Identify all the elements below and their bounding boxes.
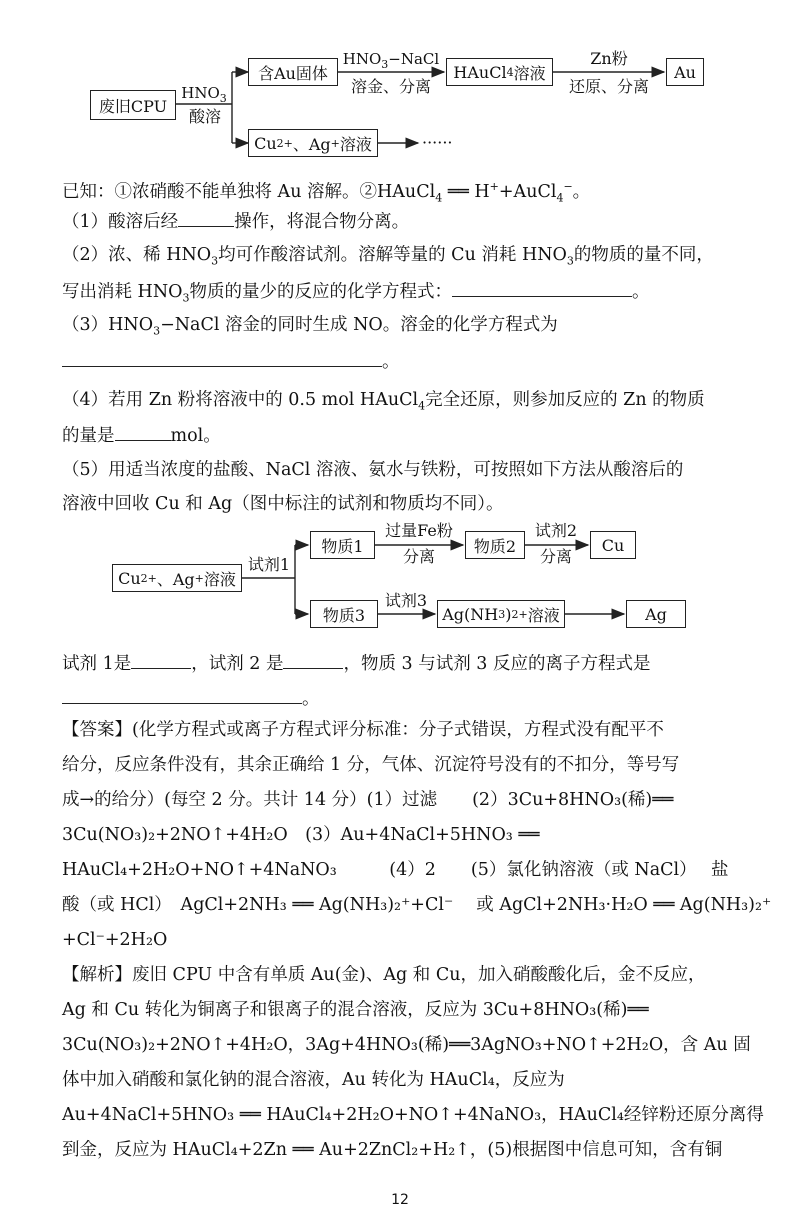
q2-sub-b: 3	[566, 254, 574, 268]
flow1-cu-text: Cu	[254, 133, 277, 153]
flow1-step-top-text: HNO	[342, 50, 382, 68]
q3-text-b: −NaCl 溶金的同时生成 NO。溶金的化学方程式为	[160, 315, 558, 335]
flow2-ag-box	[626, 600, 686, 628]
q5b-text-c: ，物质 3 与试剂 3 反应的离子方程式是	[343, 654, 651, 674]
flow2-sub3-label: 物质3	[322, 605, 366, 625]
flow2-cu-label: Cu	[601, 535, 625, 555]
q5b-text-a: 试剂 1是	[62, 654, 132, 674]
flow1-cu-ag-box	[248, 129, 378, 157]
known-eq: ══ H	[442, 181, 490, 202]
flow2-ag-text: 、Ag	[156, 569, 195, 589]
flow1-zn-bottom-text: 还原、分离	[568, 77, 649, 96]
q4-text-b: 完全还原，则参加反应的 Zn 的物质	[425, 390, 705, 410]
question-3-line2	[62, 348, 400, 374]
flow2-sub1-box	[310, 531, 375, 559]
answer-line-4: 3Cu(NO₃)₂+2NO↑+4H₂O (3）Au+4NaCl+5HNO₃ ══	[62, 825, 540, 845]
flow2-reagent1: 试剂1	[247, 555, 291, 574]
question-4-line1	[62, 388, 705, 419]
known-line	[62, 175, 590, 210]
flow1-au-solid-label: 含Au固体	[258, 63, 328, 83]
flow2-agnh-pre: Ag(NH	[442, 604, 499, 624]
flow2-agnh-sup: +	[518, 607, 528, 621]
question-4-line2	[62, 422, 221, 448]
answer-line-6: 酸（或 HCl） AgCl+2NH₃ ══ Ag(NH₃)₂⁺+Cl⁻ 或 AgCl+2NH₃·H₂O ══ Ag(NH₃)₂⁺	[62, 895, 772, 915]
q5b-blank-1[interactable]	[131, 650, 191, 669]
analysis-line-6: 到金，反应为 HAuCl₄+2Zn ══ Au+2ZnCl₂+H₂↑，(5)根据图中信息可知，含有铜	[62, 1140, 723, 1160]
flow1-au-box	[666, 58, 704, 86]
q1-blank[interactable]	[178, 208, 234, 227]
flow1-cu-ag-post: 溶液	[339, 134, 372, 154]
q5b-blank-3[interactable]	[62, 685, 302, 704]
flow2-ag-label: Ag	[645, 604, 667, 624]
flow2-post: 溶液	[203, 569, 236, 589]
flow2-agnh-post: 溶液	[527, 605, 560, 625]
flow1-haucl4-box	[446, 58, 553, 86]
q2-text-f: 。	[631, 282, 650, 302]
q2-text-e: 物质的量少的反应的化学方程式：	[189, 282, 452, 302]
flow1-ag-text: 、Ag	[292, 134, 331, 154]
q3-sub: 3	[153, 324, 161, 338]
flow1-step-bottom	[340, 78, 442, 96]
q5b-end: 。	[302, 689, 320, 709]
question-2-line1	[62, 243, 714, 274]
q1-text-b: 操作，将混合物分离。	[234, 212, 410, 232]
question-5-line1: （5）用适当浓度的盐酸、NaCl 溶液、氨水与铁粉，可按照如下方法从酸溶后的	[62, 460, 684, 480]
known-sub1: 4	[435, 191, 443, 205]
flow1-cpu-box	[90, 90, 176, 120]
q5b-text-b: ，试剂 2 是	[191, 654, 284, 674]
flow2-r2-bottom: 分离	[539, 547, 572, 566]
flow1-zn-top	[556, 50, 662, 68]
flow1-zn-bottom	[556, 78, 662, 96]
flow2-agnh-sub: 3	[498, 607, 506, 621]
q2-sub-a: 3	[211, 254, 219, 268]
known-sup1: +	[489, 180, 499, 193]
flow2-sub2-label: 物质2	[473, 536, 517, 556]
flow1-step-top-sub: 3	[381, 58, 389, 71]
flow1-suanrong-label	[180, 108, 230, 126]
flow1-suanrong-text: 酸溶	[188, 107, 221, 126]
q1-text-a: （1）酸溶后经	[62, 212, 179, 232]
flow1-haucl4-pre: HAuCl	[453, 62, 507, 82]
flow2-r2-top: 试剂2	[534, 521, 578, 540]
flow2-sub3-box	[310, 600, 378, 628]
flow2-cu-box	[590, 531, 636, 559]
analysis-line-2: Ag 和 Cu 转化为铜离子和银离子的混合溶液，反应为 3Cu+8HNO₃(稀)══	[62, 1000, 649, 1020]
q3-blank[interactable]	[62, 348, 382, 367]
q5b-blank-2[interactable]	[283, 650, 343, 669]
q3-end: 。	[382, 352, 400, 372]
analysis-line-4: 体中加入硝酸和氯化钠的混合溶液，Au 转化为 HAuCl₄，反应为	[62, 1070, 565, 1090]
flow1-ag-sup: +	[330, 136, 340, 150]
flow2-r3-top: 试剂3	[384, 591, 428, 610]
q2-text-c: 的物质的量不同，	[573, 245, 714, 265]
q4-text-c: 的量是	[62, 426, 115, 446]
flow1-hno3-label	[178, 84, 230, 108]
known-sub2: 4	[556, 191, 564, 205]
q2-text-d: 写出消耗 HNO	[62, 282, 183, 302]
flow1-haucl4-post: 溶液	[513, 63, 546, 83]
flow1-au-solid-box	[248, 58, 338, 86]
flow1-hno3-sub: 3	[219, 92, 227, 105]
analysis-line-3: 3Cu(NO₃)₂+2NO↑+4H₂O，3Ag+4HNO₃(稀)══3AgNO₃+NO↑+2H₂O，含 Au 固	[62, 1035, 751, 1055]
q2-sub-c: 3	[182, 291, 190, 305]
answer-line-5: HAuCl₄+2H₂O+NO↑+4NaNO₃ (4）2 (5）氯化钠溶液（或 NaCl） 盐	[62, 860, 729, 880]
question-5-equation	[62, 685, 320, 711]
flow2-agnh-mid: )	[505, 604, 512, 624]
answer-line-2: 给分，反应条件没有，其余正确给 1 分，气体、沉淀符号没有的不扣分，等号写	[62, 755, 680, 775]
flow2-sub1-label: 物质1	[321, 536, 364, 556]
flow1-au-label: Au	[674, 62, 696, 82]
flow2-agnh-box	[437, 600, 565, 628]
flow1-haucl4-sub: 4	[506, 65, 514, 79]
known-end: 。	[572, 181, 591, 202]
flow2-cu-text: Cu	[118, 568, 141, 588]
q4-text-a: （4）若用 Zn 粉将溶液中的 0.5 mol HAuCl	[62, 390, 419, 410]
q4-text-d: mol。	[170, 426, 221, 446]
q2-text-b: 均可作酸溶试剂。溶解等量的 Cu 消耗 HNO	[218, 245, 567, 265]
flow2-cu-ag-box	[112, 564, 242, 592]
q2-text-a: （2）浓、稀 HNO	[62, 245, 212, 265]
flow2-fe-top: 过量Fe粉	[385, 521, 453, 540]
q2-blank[interactable]	[452, 278, 632, 297]
question-5-reagents	[62, 650, 651, 676]
flow1-step-top-rest: −NaCl	[388, 50, 440, 68]
analysis-line-1: 【解析】废旧 CPU 中含有单质 Au(金)、Ag 和 Cu，加入硝酸酸化后，金不反应，	[62, 965, 706, 985]
flow1-step-top	[340, 50, 442, 74]
q4-blank[interactable]	[115, 422, 171, 441]
q3-text-a: （3）HNO	[62, 315, 154, 335]
flow2-cu-sup: 2+	[140, 571, 157, 585]
known-text: 已知：①浓硝酸不能单独将 Au 溶解。②HAuCl	[62, 181, 436, 202]
question-3-line1	[62, 313, 558, 344]
question-5-line2: 溶液中回收 Cu 和 Ag（图中标注的试剂和物质均不同）。	[62, 494, 504, 514]
known-rest: +AuCl	[498, 181, 557, 202]
flow2-sub2-box	[465, 531, 525, 559]
flow1-cpu-label: 废旧CPU	[98, 96, 168, 116]
flow1-dots: ······	[422, 133, 453, 152]
flow2-agnh-sub2: 2	[511, 607, 519, 621]
flow1-cu-sup: 2+	[276, 136, 293, 150]
answer-line-1: 【答案】(化学方程式或离子方程式评分标准：分子式错误，方程式没有配平不	[62, 720, 664, 740]
analysis-line-5: Au+4NaCl+5HNO₃ ══ HAuCl₄+2H₂O+NO↑+4NaNO₃，HAuCl₄经锌粉还原分离得	[62, 1105, 764, 1125]
flow1-zn-top-text: Zn粉	[590, 49, 628, 68]
known-sup2: −	[563, 180, 573, 193]
page-number: 12	[391, 1192, 409, 1208]
question-2-line2	[62, 278, 649, 311]
flow1-hno3-text: HNO	[181, 84, 220, 102]
q4-haucl4-sub: 4	[418, 399, 426, 413]
flow1-step-bottom-text: 溶金、分离	[350, 77, 431, 96]
flow2-ag-sup: +	[194, 571, 204, 585]
question-1	[62, 208, 409, 234]
answer-line-7: +Cl⁻+2H₂O	[62, 930, 168, 950]
flow2-fe-bottom: 分离	[402, 547, 435, 566]
answer-line-3: 成→的给分）(每空 2 分。共计 14 分）(1）过滤 (2）3Cu+8HNO₃(稀)══	[62, 790, 674, 810]
